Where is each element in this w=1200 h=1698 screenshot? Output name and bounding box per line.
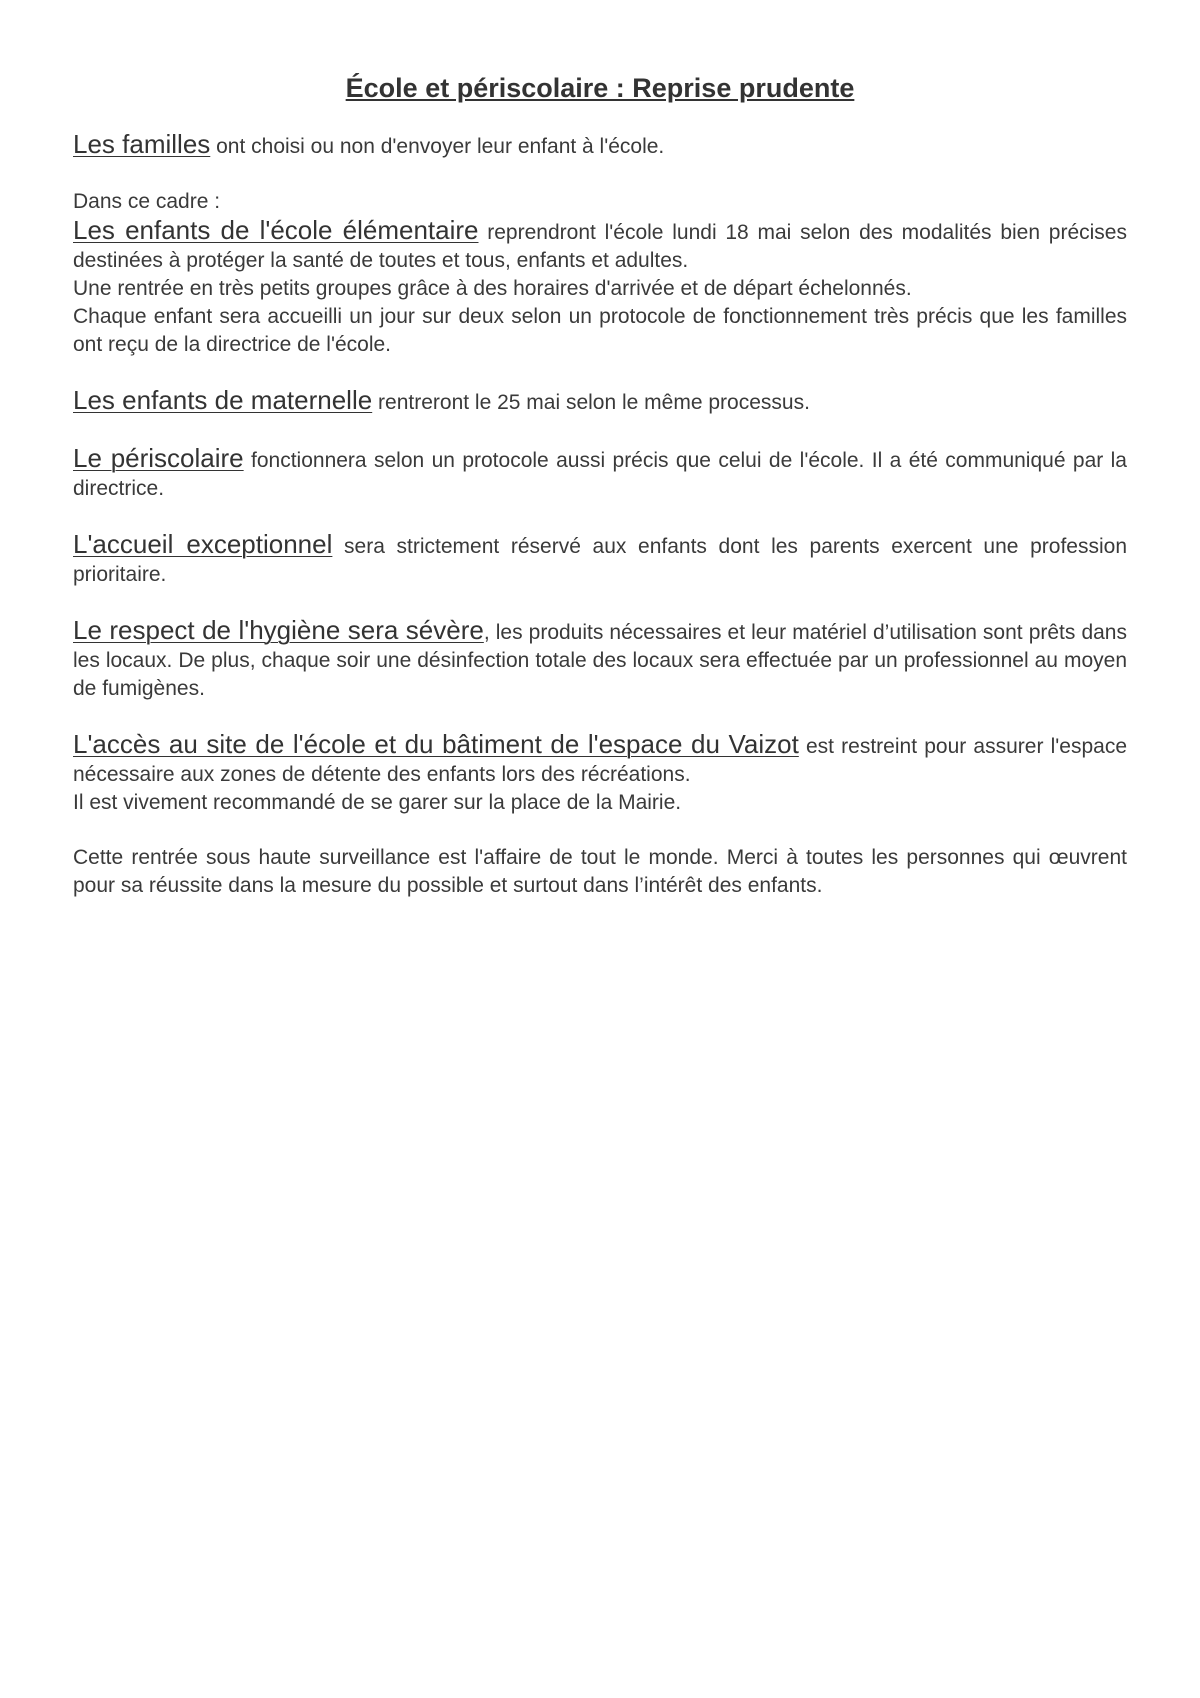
lead-acces: L'accès au site de l'école et du bâtiment de l'espace du Vaizot [73, 729, 799, 759]
paragraph-acces [73, 730, 1127, 817]
text-accueil: sera strictement réservé aux enfants dont les parents exercent une profession prioritaire. [73, 535, 1127, 586]
paragraph-cadre [73, 188, 1127, 359]
lead-accueil: L'accueil exceptionnel [73, 529, 333, 559]
page-title: École et périscolaire : Reprise prudente [345, 73, 855, 103]
text-maternelle: rentreront le 25 mai selon le même processus. [372, 391, 810, 414]
paragraph-periscolaire [73, 444, 1127, 503]
lead-periscolaire: Le périscolaire [73, 443, 244, 473]
text-familles: ont choisi ou non d'envoyer leur enfant à l'école. [210, 135, 665, 158]
lead-elementaire: Les enfants de l'école élémentaire [73, 215, 479, 245]
line-petits-groupes: Une rentrée en très petits groupes grâce à des horaires d'arrivée et de départ échelonnés. [73, 277, 912, 300]
lead-maternelle: Les enfants de maternelle [73, 385, 373, 415]
text-periscolaire: fonctionnera selon un protocole aussi précis que celui de l'école. Il a été communiqué par la directrice. [73, 449, 1127, 500]
paragraph-familles [73, 130, 1127, 161]
text-conclusion: Cette rentrée sous haute surveillance est l'affaire de tout le monde. Merci à toutes les personnes qui œuvrent pour sa réussite dans la mesure du possible et surtout dans l’intérêt des enfants. [73, 846, 1127, 897]
paragraph-conclusion [73, 844, 1127, 900]
paragraph-hygiene [73, 616, 1127, 703]
paragraph-maternelle [73, 386, 1127, 417]
text-acces: est restreint pour assurer l'espace nécessaire aux zones de détente des enfants lors des récréations. [73, 735, 1127, 786]
line-protocole: Chaque enfant sera accueilli un jour sur deux selon un protocole de fonctionnement très précis que les familles ont reçu de la directrice de l'école. [73, 305, 1127, 356]
lead-hygiene: Le respect de l'hygiène sera sévère [73, 615, 484, 645]
text-elementaire: reprendront l'école lundi 18 mai selon des modalités bien précises destinées à protéger la santé de toutes et tous, enfants et adultes. [73, 221, 1127, 272]
line-parking: Il est vivement recommandé de se garer sur la place de la Mairie. [73, 791, 682, 814]
intro-cadre: Dans ce cadre : [73, 190, 221, 213]
text-hygiene: , les produits nécessaires et leur matériel d’utilisation sont prêts dans les locaux. De plus, chaque soir une désinfection totale des locaux sera effectuée par un professionnel au moyen de fumigènes. [73, 621, 1127, 700]
lead-familles: Les familles [73, 129, 211, 159]
paragraph-accueil [73, 530, 1127, 589]
